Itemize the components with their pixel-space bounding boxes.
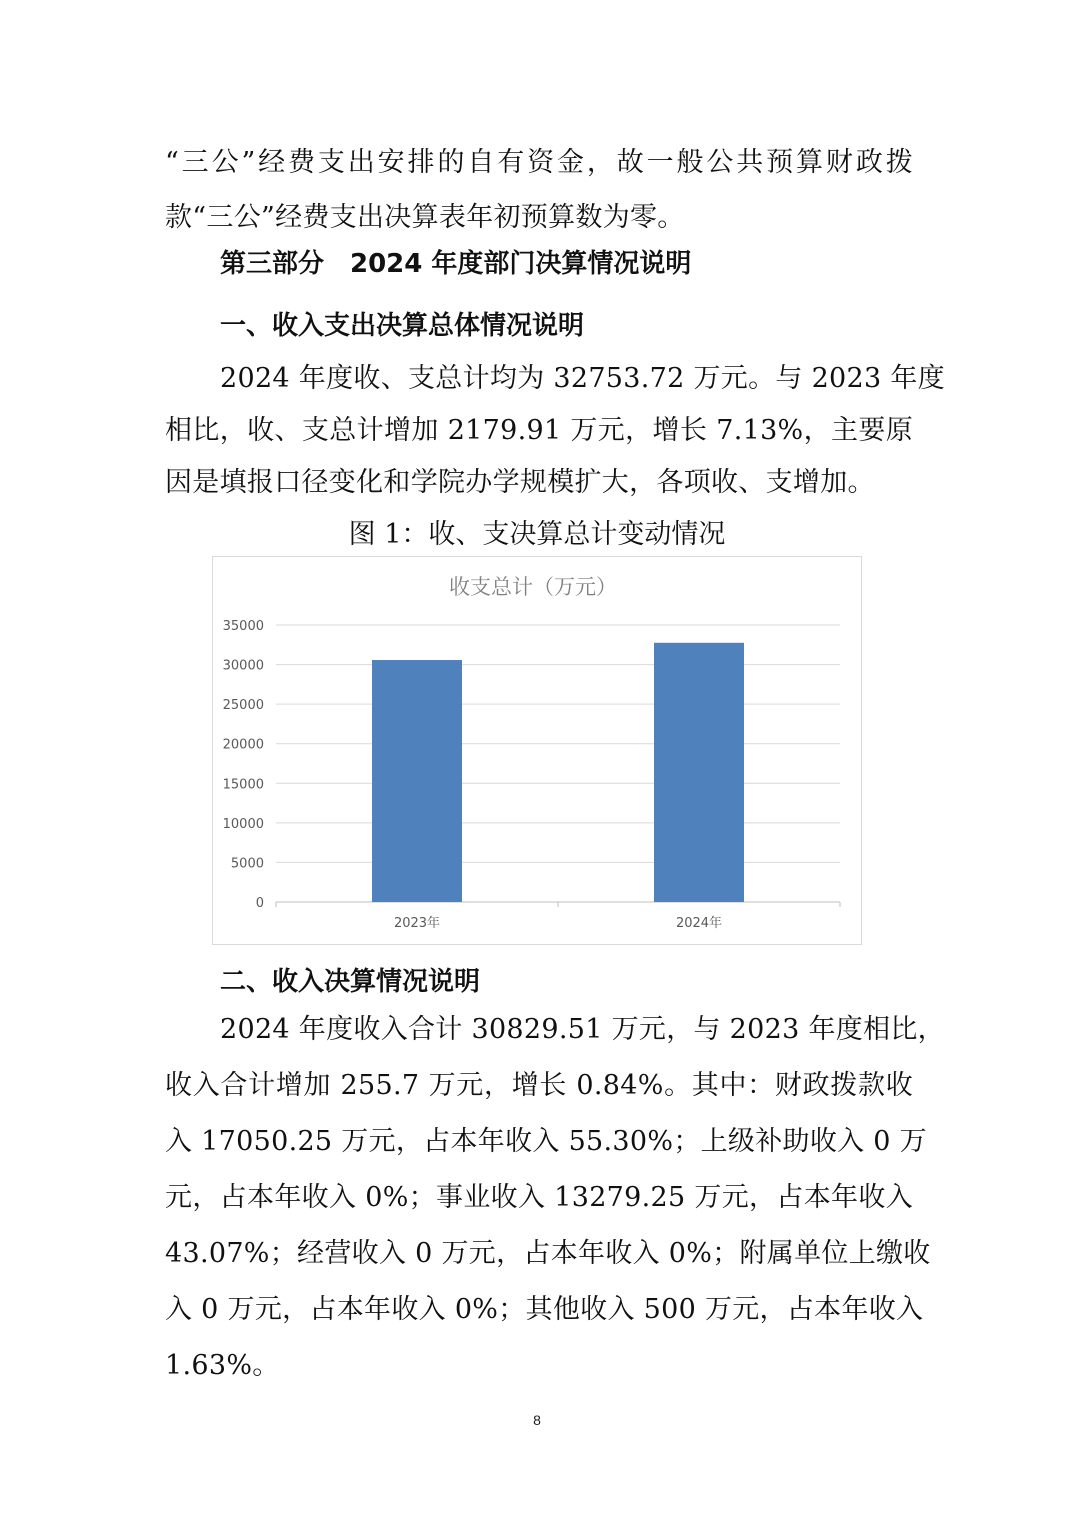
section2-para-line-3: 入 17050.25 万元，占本年收入 55.30%；上级补助收入 0 万	[165, 1126, 927, 1157]
body-line-2: 款“三公”经费支出决算表年初预算数为零。	[165, 202, 685, 233]
section2-para-line-7: 1.63%。	[165, 1350, 280, 1381]
y-tick-label: 20000	[222, 737, 264, 753]
part3-heading: 第三部分 2024 年度部门决算情况说明	[220, 249, 692, 279]
y-tick-label: 35000	[222, 619, 264, 634]
section1-heading: 一、收入支出决算总体情况说明	[220, 311, 585, 341]
section2-para-line-4: 元，占本年收入 0%；事业收入 13279.25 万元，占本年收入	[165, 1182, 913, 1213]
y-tick-label: 15000	[222, 777, 264, 793]
y-tick-label: 10000	[222, 816, 264, 832]
x-tick-label: 2024年	[675, 916, 723, 931]
section1-para-line-2: 相比，收、支总计增加 2179.91 万元，增长 7.13%，主要原	[165, 415, 913, 446]
bar-2024年	[654, 643, 744, 902]
section2-para-line-6: 入 0 万元，占本年收入 0%；其他收入 500 万元，占本年收入	[165, 1294, 924, 1325]
bar-chart	[212, 556, 862, 945]
page-number: 8	[533, 1412, 541, 1428]
body-line-1: “三公”经费支出安排的自有资金，故一般公共预算财政拨	[165, 147, 913, 178]
chart-title: 收支总计（万元）	[449, 575, 617, 599]
y-tick-label: 0	[255, 896, 264, 911]
section2-para-line-5: 43.07%；经营收入 0 万元，占本年收入 0%；附属单位上缴收	[165, 1238, 931, 1269]
y-tick-label: 5000	[230, 856, 264, 872]
bar-chart-svg	[213, 557, 861, 944]
y-tick-label: 25000	[222, 698, 264, 714]
figure-caption: 图 1：收、支决算总计变动情况	[348, 519, 726, 550]
section2-para-line-1: 2024 年度收入合计 30829.51 万元，与 2023 年度相比，	[220, 1014, 945, 1045]
section2-heading: 二、收入决算情况说明	[220, 967, 481, 997]
section1-para-line-1: 2024 年度收、支总计均为 32753.72 万元。与 2023 年度	[220, 363, 945, 394]
y-tick-label: 30000	[222, 658, 264, 674]
section1-para-line-3: 因是填报口径变化和学院办学规模扩大，各项收、支增加。	[165, 467, 875, 498]
bar-2023年	[372, 660, 462, 902]
section2-para-line-2: 收入合计增加 255.7 万元，增长 0.84%。其中：财政拨款收	[165, 1070, 913, 1101]
x-tick-label: 2023年	[393, 916, 441, 931]
